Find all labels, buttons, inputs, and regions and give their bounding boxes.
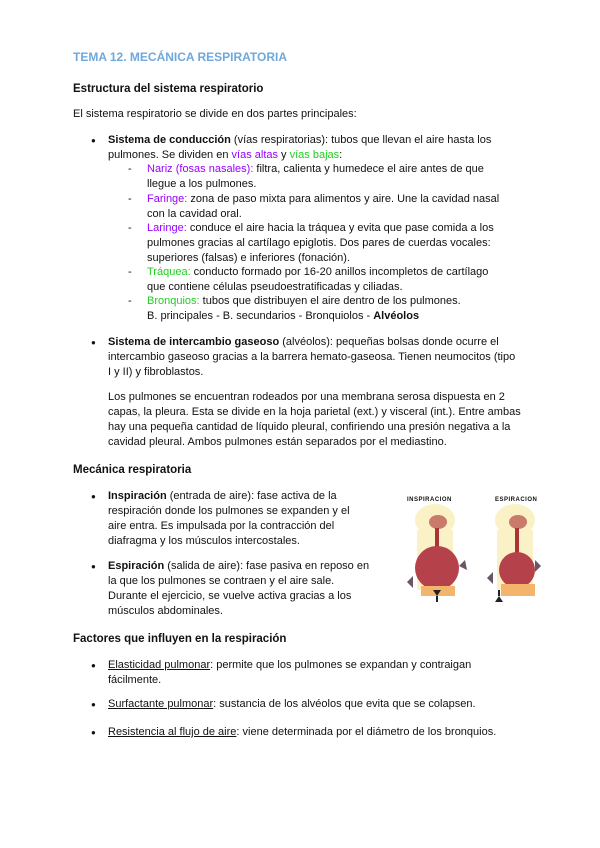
figure-label-espiracion: ESPIRACION (495, 497, 538, 503)
intro-text: El sistema respiratorio se divide en dos partes principales: (73, 108, 357, 120)
list-item-faringe: - Faringe: zona de paso mixta para alimentos y aire. Une la cavidad nasal con la cavidad oral. (147, 192, 507, 222)
list-item-traquea: - Tráquea: conducto formado por 16-20 anillos incompletos de cartílago que contiene células pseudoestratificadas y ciliadas. (147, 265, 507, 295)
factor-elasticidad: ● Elasticidad pulmonar: permite que los pulmones se expandan y contraigan fácilmente. (108, 658, 508, 688)
section-heading-mecanica: Mecánica respiratoria (73, 464, 192, 476)
pleura-paragraph: Los pulmones se encuentran rodeados por una membrana serosa dispuesta en 2 capas, la pleura. Esta se divide en la hoja parietal (ext.) y visceral (int.). Entre ambas hay una pequeña cantidad de líquido pleural, confiriendo una presión negativa a la cavidad pleural. Ambos pulmones están separados por el mediastino. (108, 391, 521, 448)
list-item-bronquios: - Bronquios: tubos que distribuyen el aire dentro de los pulmones. B. principales - B. secundarios - Bronquiolos - Alvéolos (147, 294, 507, 324)
expiration-body (487, 504, 541, 602)
section-heading-estructura: Estructura del sistema respiratorio (73, 83, 264, 95)
bullet-espiracion: ● Espiración (salida de aire): fase pasiva en reposo en la que los pulmones se contraen y el aire sale. Durante el ejercicio, se vuelve activa gracias a los músculos abdominales. (108, 559, 370, 619)
list-item-nariz: - Nariz (fosas nasales): filtra, calienta y humedece el aire antes de que llegue a los pulmones. (147, 162, 507, 192)
respiration-figure (395, 490, 560, 605)
list-item-laringe: - Laringe: conduce el aire hacia la tráquea y evita que pase comida a los pulmones gracias al cartílago epiglotis. Dos pares de cuerdas vocales: superiores (falsas) e inferiores (fonación). (147, 221, 507, 266)
figure-label-inspiracion: INSPIRACION (407, 497, 452, 503)
bullet-conduccion: ● Sistema de conducción (vías respiratorias): tubos que llevan el aire hasta los pulmones. Se dividen en vías altas y vías bajas: (108, 133, 513, 163)
page-title: TEMA 12. MECÁNICA RESPIRATORIA (73, 50, 288, 64)
inspiration-body (407, 504, 467, 602)
factor-resistencia: ● Resistencia al flujo de aire: viene determinada por el diámetro de los bronquios. (108, 725, 508, 740)
bullet-intercambio: ● Sistema de intercambio gaseoso (alvéolos): pequeñas bolsas donde ocurre el intercambio gaseoso gracias a la barrera hemato-gaseosa. Tienen neumocitos (tipo I y II) y fibroblastos. (108, 335, 520, 380)
factor-surfactante: ● Surfactante pulmonar: sustancia de los alvéolos que evita que se colapsen. (108, 697, 508, 712)
bullet-inspiracion: ● Inspiración (entrada de aire): fase activa de la respiración donde los pulmones se expanden y el aire entra. Es impulsada por la contracción del diafragma y los músculos intercostales. (108, 489, 370, 549)
lungs-illustration (395, 500, 560, 605)
section-heading-factores: Factores que influyen en la respiración (73, 633, 287, 645)
